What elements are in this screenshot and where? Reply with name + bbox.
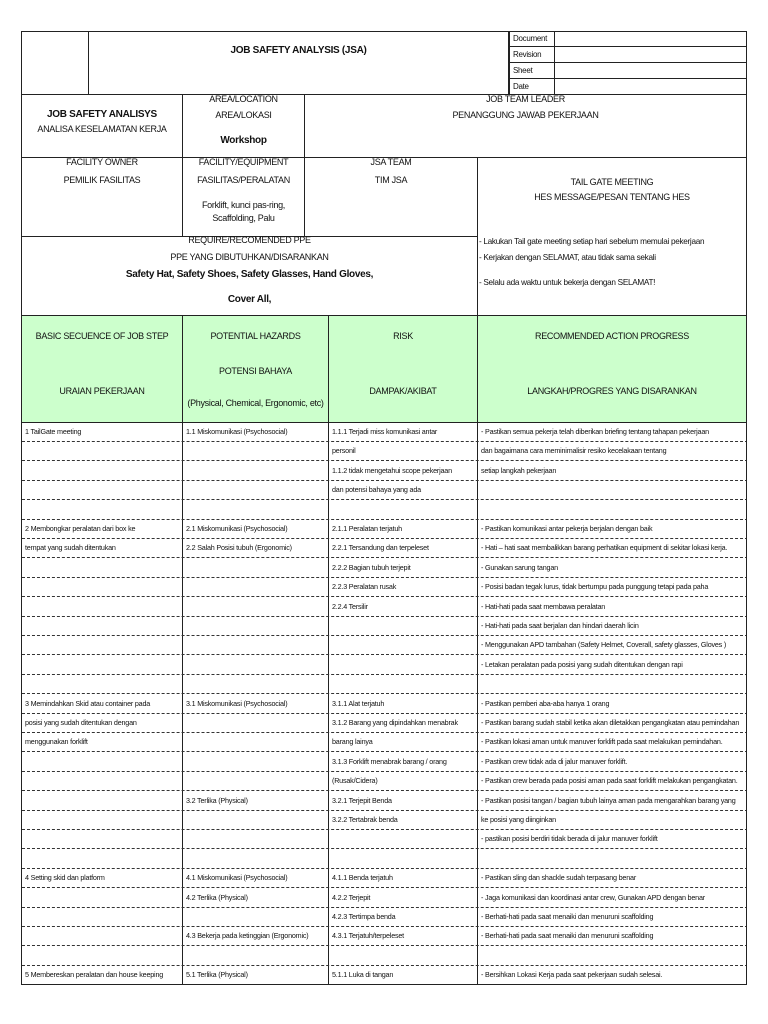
action-cell: - pastikan posisi berdiri tidak berada di jalur manuver forklift xyxy=(481,834,658,844)
job-step-cell: 5 Membereskan peralatan dan house keeping xyxy=(25,970,164,980)
doc-field-document: Document xyxy=(513,34,548,43)
job-step-cell xyxy=(25,656,183,674)
job-step-cell: 1 TailGate meeting xyxy=(25,427,82,436)
table-row xyxy=(22,927,747,946)
risk-cell: 2.1.1 Peralatan terjatuh xyxy=(332,524,402,533)
action-cell: - Bersihkan Lokasi Kerja pada saat pekerjaan sudah selesai. xyxy=(481,970,663,980)
risk-cell: 2.2.2 Bagian tubuh terjepit xyxy=(332,562,411,572)
leader-label-en: JOB TEAM LEADER xyxy=(486,94,565,104)
action-cell: - Pastikan crew berada pada posisi aman pada saat forklift melakukan pengangkatan. xyxy=(481,776,738,786)
risk-cell: 4.2.3 Tertimpa benda xyxy=(332,912,396,921)
hazard-cell xyxy=(186,714,329,732)
hazard-cell xyxy=(186,481,329,499)
table-row xyxy=(22,695,747,714)
ppe-value-1: Safety Hat, Safety Shoes, Safety Glasses, Hand Gloves, xyxy=(125,269,374,280)
table-row xyxy=(22,966,747,985)
job-step-cell xyxy=(25,501,183,519)
action-cell: - Pastikan barang sudah stabil ketika akan diletakkan pengangkatan atau pemindahan xyxy=(481,718,740,727)
job-step-cell xyxy=(25,675,183,693)
job-step-cell: 3 Memindahkan Skid atau container pada xyxy=(25,698,151,708)
table-row xyxy=(22,753,747,772)
table-row xyxy=(22,617,747,636)
tail-gate-message-2: - Kerjakan dengan SELAMAT, atau tidak sama sekali xyxy=(479,253,656,262)
hazard-cell xyxy=(186,850,329,868)
job-step-cell xyxy=(25,753,183,771)
action-cell xyxy=(481,481,745,499)
hazard-cell xyxy=(186,772,329,790)
risk-cell: 1.1.1 Terjadi miss komunikasi antar xyxy=(332,427,438,436)
doc-field-sheet: Sheet xyxy=(513,66,533,75)
risk-cell: dan potensi bahaya yang ada xyxy=(332,485,421,495)
action-cell: - Pastikan sling dan shackle sudah terpasang benar xyxy=(481,873,637,883)
table-row xyxy=(22,481,747,500)
table-row xyxy=(22,423,747,442)
job-step-cell xyxy=(25,908,183,926)
table-row xyxy=(22,501,747,520)
equipment-value-1: Forklift, kunci pas-ring, xyxy=(201,200,286,210)
action-cell: dan bagaimana cara meminimalisir resiko kecelakaan tentang xyxy=(481,446,667,456)
hazard-cell xyxy=(186,462,329,480)
action-heading-en: RECOMMENDED ACTION PROGRESS xyxy=(535,331,689,341)
table-row xyxy=(22,636,747,655)
job-step-cell xyxy=(25,481,183,499)
tail-gate-label-en: TAIL GATE MEETING xyxy=(570,177,654,187)
table-row xyxy=(22,559,747,578)
table-row xyxy=(22,539,747,558)
risk-cell: 4.1.1 Benda terjatuh xyxy=(332,873,393,883)
hazard-cell xyxy=(186,947,329,965)
risk-cell: 4.3.1 Terjatuh/terpeleset xyxy=(332,931,404,941)
table-row xyxy=(22,889,747,908)
job-step-cell xyxy=(25,811,183,829)
ppe-label-id: PPE YANG DIBUTUHKAN/DISARANKAN xyxy=(170,252,329,262)
equipment-box xyxy=(182,157,305,237)
step-heading-id: URAIAN PEKERJAAN xyxy=(59,386,145,396)
risk-cell: 5.1.1 Luka di tangan xyxy=(332,970,394,980)
table-row xyxy=(22,772,747,791)
risk-cell: 3.1.2 Barang yang dipindahkan menabrak xyxy=(332,718,458,727)
risk-cell xyxy=(332,656,478,674)
jsa-table-body xyxy=(21,423,747,985)
tail-gate-label-id: HES MESSAGE/PESAN TENTANG HES xyxy=(534,192,690,202)
table-row xyxy=(22,830,747,849)
owner-box xyxy=(21,157,183,237)
team-box xyxy=(304,157,478,237)
jsa-name-en: JOB SAFETY ANALISYS xyxy=(47,109,157,120)
risk-cell: 4.2.2 Terjepit xyxy=(332,892,371,902)
job-step-cell xyxy=(25,947,183,965)
action-cell: - Pastikan komunikasi antar pekerja berjalan dengan baik xyxy=(481,524,653,533)
action-cell xyxy=(481,675,745,693)
table-row xyxy=(22,598,747,617)
job-step-cell xyxy=(25,830,183,848)
hazard-cell: 3.2 Terlika (Physical) xyxy=(186,795,248,805)
equipment-label-id: FASILITAS/PERALATAN xyxy=(197,175,290,185)
hazard-cell: 4.2 Terlika (Physical) xyxy=(186,892,248,902)
risk-cell: 3.2.2 Tertabrak benda xyxy=(332,815,398,824)
job-step-cell xyxy=(25,889,183,907)
table-row xyxy=(22,675,747,694)
hazard-cell: 5.1 Terlika (Physical) xyxy=(186,970,248,980)
hazard-cell xyxy=(186,501,329,519)
step-heading-en: BASIC SECUENCE OF JOB STEP xyxy=(35,331,169,341)
table-row xyxy=(22,578,747,597)
table-row xyxy=(22,811,747,830)
leader-label-id: PENANGGUNG JAWAB PEKERJAAN xyxy=(452,110,599,120)
action-cell: - Hati-hati pada saat membawa peralatan xyxy=(481,601,606,611)
action-cell: - Hati – hati saat membalikkan barang perhatikan equipment di sekitar lokasi kerja. xyxy=(481,543,728,553)
action-cell: - Pastikan posisi tangan / bagian tubuh lainya aman pada mengarahkan barang yang xyxy=(481,795,736,805)
job-step-cell xyxy=(25,617,183,635)
title-box xyxy=(88,31,509,95)
ppe-value-2: Cover All, xyxy=(227,294,272,305)
owner-label-en: FACILITY OWNER xyxy=(66,157,138,167)
risk-cell xyxy=(332,501,478,519)
equipment-label-en: FACILITY/EQUIPMENT xyxy=(198,157,289,167)
area-value: Workshop xyxy=(220,135,267,146)
table-row xyxy=(22,947,747,966)
action-cell: - Berhati-hati pada saat menaiki dan menuruni scaffolding xyxy=(481,912,654,921)
risk-cell xyxy=(332,617,478,635)
risk-cell: 1.1.2 tidak mengetahui scope pekerjaan xyxy=(332,465,452,475)
doc-field-revision: Revision xyxy=(513,50,542,59)
hazard-cell: 2.2 Salah Posisi tubuh (Ergonomic) xyxy=(186,543,292,553)
risk-cell: 3.1.1 Alat terjatuh xyxy=(332,698,385,708)
risk-cell: personil xyxy=(332,446,356,456)
hazard-heading-note: (Physical, Chemical, Ergonomic, etc) xyxy=(187,398,324,408)
risk-cell: (Rusak/Cidera) xyxy=(332,776,378,786)
table-row xyxy=(22,714,747,733)
hazard-heading-en: POTENTIAL HAZARDS xyxy=(210,331,301,341)
job-step-cell xyxy=(25,772,183,790)
job-step-cell: tempat yang sudah ditentukan xyxy=(25,543,116,553)
risk-cell: 3.1.3 Forklift menabrak barang / orang xyxy=(332,756,447,766)
risk-cell: 2.2.1 Tersandung dan terpeleset xyxy=(332,543,429,553)
job-step-cell: posisi yang sudah ditentukan dengan xyxy=(25,718,137,727)
hazard-cell: 1.1 Miskomunikasi (Psychosocial) xyxy=(186,427,288,436)
hazard-heading-id: POTENSI BAHAYA xyxy=(219,366,292,376)
hazard-cell xyxy=(186,830,329,848)
hazard-cell: 4.3 Bekerja pada ketinggian (Ergonomic) xyxy=(186,931,309,941)
risk-cell: 2.2.4 Tersilir xyxy=(332,601,368,611)
equipment-value-2: Scaffolding, Palu xyxy=(212,213,275,223)
table-row xyxy=(22,462,747,481)
risk-cell: 3.2.1 Terjepit Benda xyxy=(332,795,392,805)
action-cell: - Pastikan crew tidak ada di jalur manuver forklift. xyxy=(481,756,628,766)
hazard-cell: 4.1 Miskomunikasi (Psychosocial) xyxy=(186,873,288,883)
hazard-cell xyxy=(186,675,329,693)
action-cell: ke posisi yang diinginkan xyxy=(481,815,556,824)
hazard-cell xyxy=(186,578,329,596)
hazard-cell xyxy=(186,442,329,460)
hazard-cell xyxy=(186,908,329,926)
table-row xyxy=(22,850,747,869)
action-cell: - Menggunakan APD tambahan (Safety Helmet, Coverall, safety glasses, Gloves ) xyxy=(481,640,727,650)
hazard-cell: 2.1 Miskomunikasi (Psychosocial) xyxy=(186,524,288,533)
job-step-cell xyxy=(25,442,183,460)
hazard-cell xyxy=(186,617,329,635)
action-cell: - Pastikan lokasi aman untuk manuver forklift pada saat melakukan pemindahan. xyxy=(481,737,723,747)
team-label-id: TIM JSA xyxy=(374,175,408,185)
logo-box xyxy=(21,31,89,95)
action-heading-id: LANGKAH/PROGRES YANG DISARANKAN xyxy=(527,386,697,396)
action-cell: - Letakan peralatan pada posisi yang sudah ditentukan dengan rapi xyxy=(481,659,683,669)
doc-field-date: Date xyxy=(513,82,529,91)
team-label-en: JSA TEAM xyxy=(370,157,412,167)
job-step-cell xyxy=(25,578,183,596)
action-cell xyxy=(481,850,745,868)
risk-cell xyxy=(332,947,478,965)
action-cell: - Pastikan pemberi aba-aba hanya 1 orang xyxy=(481,698,610,708)
hazard-cell xyxy=(186,811,329,829)
action-cell xyxy=(481,947,745,965)
ppe-label-en: REQUIRE/RECOMENDED PPE xyxy=(188,235,311,245)
owner-label-id: PEMILIK FASILITAS xyxy=(63,175,141,185)
table-row xyxy=(22,869,747,888)
job-step-cell xyxy=(25,559,183,577)
jsa-name-id: ANALISA KESELAMATAN KERJA xyxy=(37,124,167,134)
action-cell: - Jaga komunikasi dan koordinasi antar crew, Gunakan APD dengan benar xyxy=(481,892,705,902)
job-step-cell xyxy=(25,462,183,480)
table-row xyxy=(22,442,747,461)
job-step-cell: 4 Setting skid dan platform xyxy=(25,873,105,883)
risk-cell xyxy=(332,830,478,848)
table-row xyxy=(22,792,747,811)
hazard-cell xyxy=(186,598,329,616)
hazard-cell xyxy=(186,559,329,577)
action-cell: setiap langkah pekerjaan xyxy=(481,465,557,475)
tail-gate-message-1: - Lakukan Tail gate meeting setiap hari sebelum memulai pekerjaan xyxy=(479,237,705,246)
hazard-cell xyxy=(186,656,329,674)
document-title: JOB SAFETY ANALYSIS (JSA) xyxy=(230,45,367,56)
risk-cell: barang lainya xyxy=(332,737,373,747)
risk-cell xyxy=(332,675,478,693)
area-label-id: AREA/LOKASI xyxy=(215,110,272,120)
risk-cell xyxy=(332,636,478,654)
risk-heading-id: DAMPAK/AKIBAT xyxy=(369,386,437,396)
job-step-cell: menggunakan forklift xyxy=(25,737,88,747)
hazard-cell xyxy=(186,636,329,654)
hazard-cell: 3.1 Miskomunikasi (Psychosocial) xyxy=(186,698,288,708)
action-cell: - Pastikan semua pekerja telah diberikan briefing tentang tahapan pekerjaan xyxy=(481,427,709,436)
tail-gate-message-3: - Selalu ada waktu untuk bekerja dengan SELAMAT! xyxy=(479,278,656,287)
area-label-en: AREA/LOCATION xyxy=(209,94,278,104)
table-row xyxy=(22,733,747,752)
action-cell: - Gunakan sarung tangan xyxy=(481,562,558,572)
table-row xyxy=(22,908,747,927)
job-step-cell xyxy=(25,598,183,616)
risk-cell: 2.2.3 Peralatan rusak xyxy=(332,582,397,592)
action-cell xyxy=(481,501,745,519)
job-step-cell xyxy=(25,792,183,810)
table-row xyxy=(22,656,747,675)
table-row xyxy=(22,520,747,539)
job-step-cell xyxy=(25,850,183,868)
action-cell: - Berhati-hati pada saat menaiki dan menuruni scaffolding xyxy=(481,931,654,941)
job-step-cell xyxy=(25,927,183,945)
risk-cell xyxy=(332,850,478,868)
hazard-cell xyxy=(186,753,329,771)
action-cell: - Posisi badan tegak lurus, tidak bertumpu pada punggung tetapi pada paha xyxy=(481,582,709,592)
risk-heading-en: RISK xyxy=(393,331,413,341)
hazard-cell xyxy=(186,733,329,751)
job-step-cell: 2 Membongkar peralatan dari box ke xyxy=(25,524,136,533)
job-step-cell xyxy=(25,636,183,654)
action-cell: - Hati-hati pada saat berjalan dan hindari daerah licin xyxy=(481,621,639,630)
